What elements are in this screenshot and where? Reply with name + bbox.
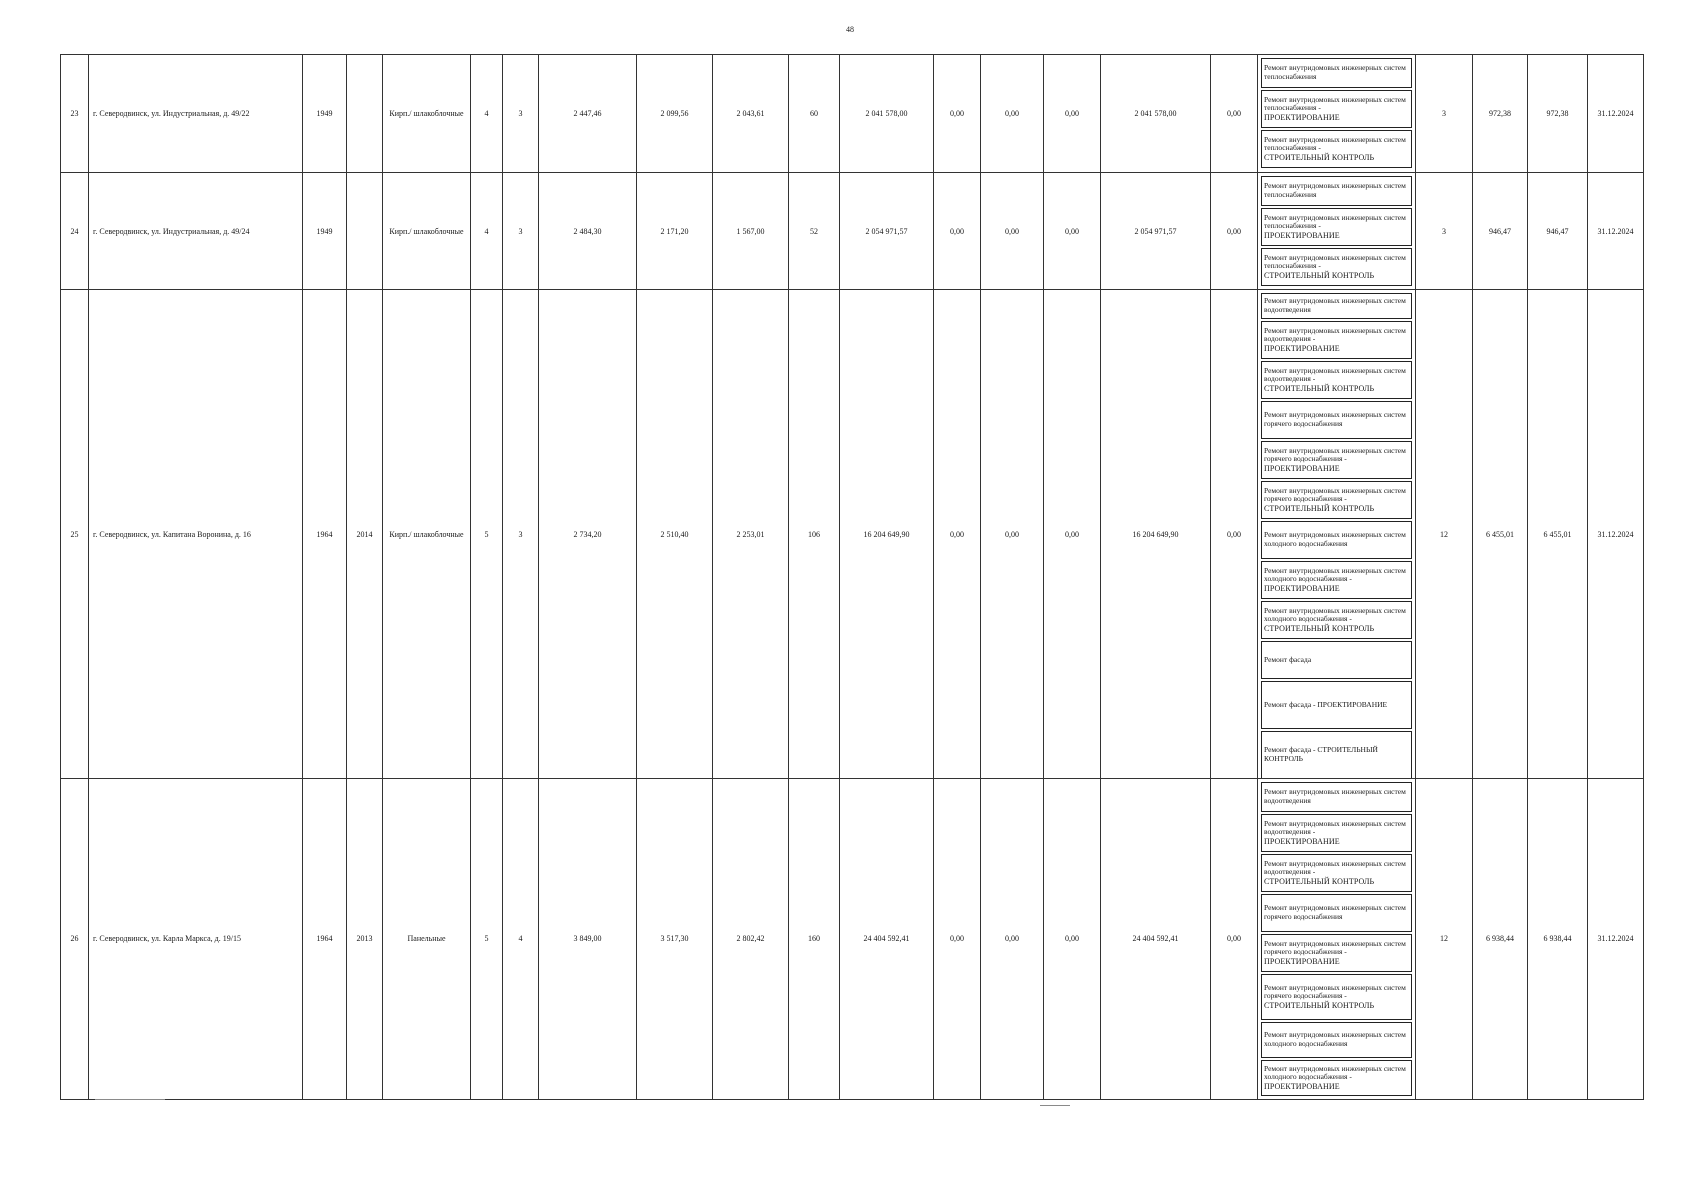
table-row: [60, 172, 1644, 290]
cell-cost-owners: 2 054 971,57: [1100, 173, 1210, 290]
work-item: [1261, 208, 1412, 246]
work-item: [1261, 681, 1412, 729]
works-list: [1257, 55, 1415, 173]
cell-unit-cost-max: 972,38: [1527, 55, 1587, 173]
work-item-text: Ремонт внутридомовых инженерных систем горячего водоснабжения -: [1264, 445, 1406, 464]
work-item-text: Ремонт внутридомовых инженерных систем горячего водоснабжения: [1264, 903, 1406, 921]
cell-residents: 60: [788, 55, 839, 173]
work-item-text: Ремонт внутридомовых инженерных систем горячего водоснабжения -: [1264, 485, 1406, 504]
work-item-text: Ремонт внутридомовых инженерных систем теплоснабжения -: [1264, 252, 1406, 271]
cell-wall-material: Панельные: [382, 779, 470, 1099]
cell-area-residential: 1 567,00: [712, 173, 788, 290]
cell-no: 25: [60, 290, 88, 779]
cell-year-renovated: [346, 173, 382, 290]
cell-residents: 160: [788, 779, 839, 1099]
work-item-stage: ПРОЕКТИРОВАНИЕ: [1264, 584, 1340, 594]
cell-area-residential: 2 043,61: [712, 55, 788, 173]
work-item-text: Ремонт внутридомовых инженерных систем водоотведения -: [1264, 365, 1406, 384]
work-item: [1261, 361, 1412, 399]
cell-wall-material: Кирп./ шлакоблочные: [382, 290, 470, 779]
cell-cost-regional: 0,00: [980, 173, 1043, 290]
work-item: [1261, 782, 1412, 812]
cell-year-built: 1964: [302, 290, 346, 779]
table-row: [60, 54, 1644, 173]
cell-cost-federal: 0,00: [933, 55, 980, 173]
work-item-text: Ремонт внутридомовых инженерных систем водоотведения -: [1264, 858, 1406, 877]
work-item: [1261, 321, 1412, 359]
work-item: [1261, 441, 1412, 479]
scan-artifact: [1040, 1105, 1070, 1106]
cell-floors: 5: [470, 779, 502, 1099]
cell-entrances: 3: [502, 290, 538, 779]
cell-cost-regional: 0,00: [980, 55, 1043, 173]
work-item-stage: СТРОИТЕЛЬНЫЙ КОНТРОЛЬ: [1264, 504, 1375, 514]
work-item: [1261, 974, 1412, 1020]
capital-repair-register-table: [60, 54, 1644, 1098]
work-item-stage: СТРОИТЕЛЬНЫЙ КОНТРОЛЬ: [1264, 384, 1375, 394]
cell-cost-owners: 24 404 592,41: [1100, 779, 1210, 1099]
cell-year-built: 1949: [302, 55, 346, 173]
work-item-text: Ремонт внутридомовых инженерных систем холодного водоснабжения -: [1264, 605, 1406, 624]
work-item: [1261, 401, 1412, 439]
cell-year-built: 1964: [302, 779, 346, 1099]
work-item-text: Ремонт внутридомовых инженерных систем холодного водоснабжения -: [1264, 1063, 1406, 1082]
cell-year-built: 1949: [302, 173, 346, 290]
work-item: [1261, 90, 1412, 128]
cell-cost-owners: 16 204 649,90: [1100, 290, 1210, 779]
cell-floors: 4: [470, 55, 502, 173]
work-item-stage: ПРОЕКТИРОВАНИЕ: [1264, 464, 1340, 474]
work-item: [1261, 481, 1412, 519]
cell-deadline: 31.12.2024: [1587, 290, 1644, 779]
cell-unit-cost-max: 946,47: [1527, 173, 1587, 290]
cell-entrances: 4: [502, 779, 538, 1099]
work-item: [1261, 731, 1412, 779]
cell-cost-total: 16 204 649,90: [839, 290, 933, 779]
work-item-text: Ремонт фасада - ПРОЕКТИРОВАНИЕ: [1264, 699, 1388, 709]
work-item: [1261, 894, 1412, 932]
cell-cost-federal: 0,00: [933, 290, 980, 779]
work-item-text: Ремонт внутридомовых инженерных систем горячего водоснабжения -: [1264, 982, 1406, 1001]
cell-deadline: 31.12.2024: [1587, 55, 1644, 173]
work-item: [1261, 814, 1412, 852]
work-item: [1261, 1060, 1412, 1096]
cell-cost-local: 0,00: [1043, 55, 1100, 173]
work-item-stage: СТРОИТЕЛЬНЫЙ КОНТРОЛЬ: [1264, 877, 1375, 887]
works-list: [1257, 173, 1415, 290]
cell-no: 23: [60, 55, 88, 173]
work-item: [1261, 58, 1412, 88]
cell-works-count: 3: [1415, 173, 1472, 290]
cell-unit-cost-max: 6 455,01: [1527, 290, 1587, 779]
work-item-stage: ПРОЕКТИРОВАНИЕ: [1264, 1082, 1340, 1092]
work-item-text: Ремонт фасада - СТРОИТЕЛЬНЫЙ КОНТРОЛЬ: [1264, 745, 1378, 763]
cell-unit-cost-max: 6 938,44: [1527, 779, 1587, 1099]
work-item-stage: ПРОЕКТИРОВАНИЕ: [1264, 344, 1340, 354]
work-item-stage: СТРОИТЕЛЬНЫЙ КОНТРОЛЬ: [1264, 271, 1375, 281]
cell-total-area: 2 447,46: [538, 55, 636, 173]
cell-total-area: 3 849,00: [538, 779, 636, 1099]
cell-year-renovated: 2014: [346, 290, 382, 779]
scan-artifact: [95, 1099, 165, 1100]
cell-area-premises: 3 517,30: [636, 779, 712, 1099]
cell-works-count: 3: [1415, 55, 1472, 173]
cell-unit-cost: 6 938,44: [1472, 779, 1527, 1099]
cell-cost-regional: 0,00: [980, 779, 1043, 1099]
cell-total-area: 2 734,20: [538, 290, 636, 779]
cell-address: г. Северодвинск, ул. Капитана Воронина, д. 16: [88, 290, 302, 779]
cell-area-premises: 2 510,40: [636, 290, 712, 779]
cell-area-premises: 2 099,56: [636, 55, 712, 173]
cell-cost-federal: 0,00: [933, 779, 980, 1099]
work-item: [1261, 561, 1412, 599]
cell-entrances: 3: [502, 173, 538, 290]
work-item-stage: СТРОИТЕЛЬНЫЙ КОНТРОЛЬ: [1264, 1001, 1375, 1011]
cell-address: г. Северодвинск, ул. Карла Маркса, д. 19/15: [88, 779, 302, 1099]
work-item: [1261, 641, 1412, 679]
work-item: [1261, 1022, 1412, 1058]
cell-year-renovated: [346, 55, 382, 173]
page-number: 48: [846, 25, 854, 34]
cell-cost-other: 0,00: [1210, 290, 1257, 779]
work-item-text: Ремонт внутридомовых инженерных систем холодного водоснабжения: [1264, 1030, 1406, 1048]
cell-cost-federal: 0,00: [933, 173, 980, 290]
cell-unit-cost: 6 455,01: [1472, 290, 1527, 779]
cell-cost-other: 0,00: [1210, 55, 1257, 173]
cell-no: 24: [60, 173, 88, 290]
works-list: [1257, 290, 1415, 779]
cell-cost-local: 0,00: [1043, 173, 1100, 290]
work-item: [1261, 130, 1412, 168]
cell-cost-owners: 2 041 578,00: [1100, 55, 1210, 173]
work-item: [1261, 601, 1412, 639]
work-item-text: Ремонт внутридомовых инженерных систем теплоснабжения: [1264, 63, 1406, 81]
work-item-stage: СТРОИТЕЛЬНЫЙ КОНТРОЛЬ: [1264, 153, 1375, 163]
work-item-text: Ремонт внутридомовых инженерных систем теплоснабжения -: [1264, 212, 1406, 231]
work-item-stage: ПРОЕКТИРОВАНИЕ: [1264, 957, 1340, 967]
cell-area-residential: 2 802,42: [712, 779, 788, 1099]
cell-floors: 5: [470, 290, 502, 779]
cell-year-renovated: 2013: [346, 779, 382, 1099]
cell-no: 26: [60, 779, 88, 1099]
cell-deadline: 31.12.2024: [1587, 779, 1644, 1099]
table-row: [60, 778, 1644, 1100]
cell-address: г. Северодвинск, ул. Индустриальная, д. 49/22: [88, 55, 302, 173]
cell-unit-cost: 972,38: [1472, 55, 1527, 173]
work-item: [1261, 293, 1412, 319]
cell-residents: 52: [788, 173, 839, 290]
work-item-text: Ремонт фасада: [1264, 654, 1312, 664]
cell-residents: 106: [788, 290, 839, 779]
work-item-text: Ремонт внутридомовых инженерных систем водоотведения: [1264, 296, 1406, 314]
table-row: [60, 289, 1644, 779]
work-item-text: Ремонт внутридомовых инженерных систем водоотведения -: [1264, 325, 1406, 344]
work-item: [1261, 521, 1412, 559]
work-item-text: Ремонт внутридомовых инженерных систем теплоснабжения -: [1264, 134, 1406, 153]
cell-deadline: 31.12.2024: [1587, 173, 1644, 290]
work-item-text: Ремонт внутридомовых инженерных систем теплоснабжения: [1264, 181, 1406, 199]
work-item-stage: ПРОЕКТИРОВАНИЕ: [1264, 837, 1340, 847]
work-item: [1261, 176, 1412, 206]
work-item-text: Ремонт внутридомовых инженерных систем горячего водоснабжения -: [1264, 938, 1406, 957]
cell-works-count: 12: [1415, 779, 1472, 1099]
cell-cost-other: 0,00: [1210, 173, 1257, 290]
cell-works-count: 12: [1415, 290, 1472, 779]
work-item-text: Ремонт внутридомовых инженерных систем холодного водоснабжения: [1264, 530, 1406, 548]
cell-cost-regional: 0,00: [980, 290, 1043, 779]
work-item-text: Ремонт внутридомовых инженерных систем водоотведения: [1264, 787, 1406, 805]
work-item: [1261, 248, 1412, 286]
work-item-stage: СТРОИТЕЛЬНЫЙ КОНТРОЛЬ: [1264, 624, 1375, 634]
work-item-text: Ремонт внутридомовых инженерных систем теплоснабжения -: [1264, 94, 1406, 113]
cell-area-premises: 2 171,20: [636, 173, 712, 290]
work-item-text: Ремонт внутридомовых инженерных систем холодного водоснабжения -: [1264, 565, 1406, 584]
cell-floors: 4: [470, 173, 502, 290]
cell-entrances: 3: [502, 55, 538, 173]
works-list: [1257, 779, 1415, 1099]
cell-wall-material: Кирп./ шлакоблочные: [382, 55, 470, 173]
cell-total-area: 2 484,30: [538, 173, 636, 290]
work-item-text: Ремонт внутридомовых инженерных систем горячего водоснабжения: [1264, 410, 1406, 428]
cell-cost-local: 0,00: [1043, 779, 1100, 1099]
work-item: [1261, 934, 1412, 972]
cell-cost-total: 2 054 971,57: [839, 173, 933, 290]
cell-cost-other: 0,00: [1210, 779, 1257, 1099]
cell-wall-material: Кирп./ шлакоблочные: [382, 173, 470, 290]
cell-area-residential: 2 253,01: [712, 290, 788, 779]
work-item: [1261, 854, 1412, 892]
cell-cost-total: 24 404 592,41: [839, 779, 933, 1099]
cell-unit-cost: 946,47: [1472, 173, 1527, 290]
work-item-text: Ремонт внутридомовых инженерных систем водоотведения -: [1264, 818, 1406, 837]
cell-cost-total: 2 041 578,00: [839, 55, 933, 173]
work-item-stage: ПРОЕКТИРОВАНИЕ: [1264, 113, 1340, 123]
cell-cost-local: 0,00: [1043, 290, 1100, 779]
cell-address: г. Северодвинск, ул. Индустриальная, д. 49/24: [88, 173, 302, 290]
work-item-stage: ПРОЕКТИРОВАНИЕ: [1264, 231, 1340, 241]
